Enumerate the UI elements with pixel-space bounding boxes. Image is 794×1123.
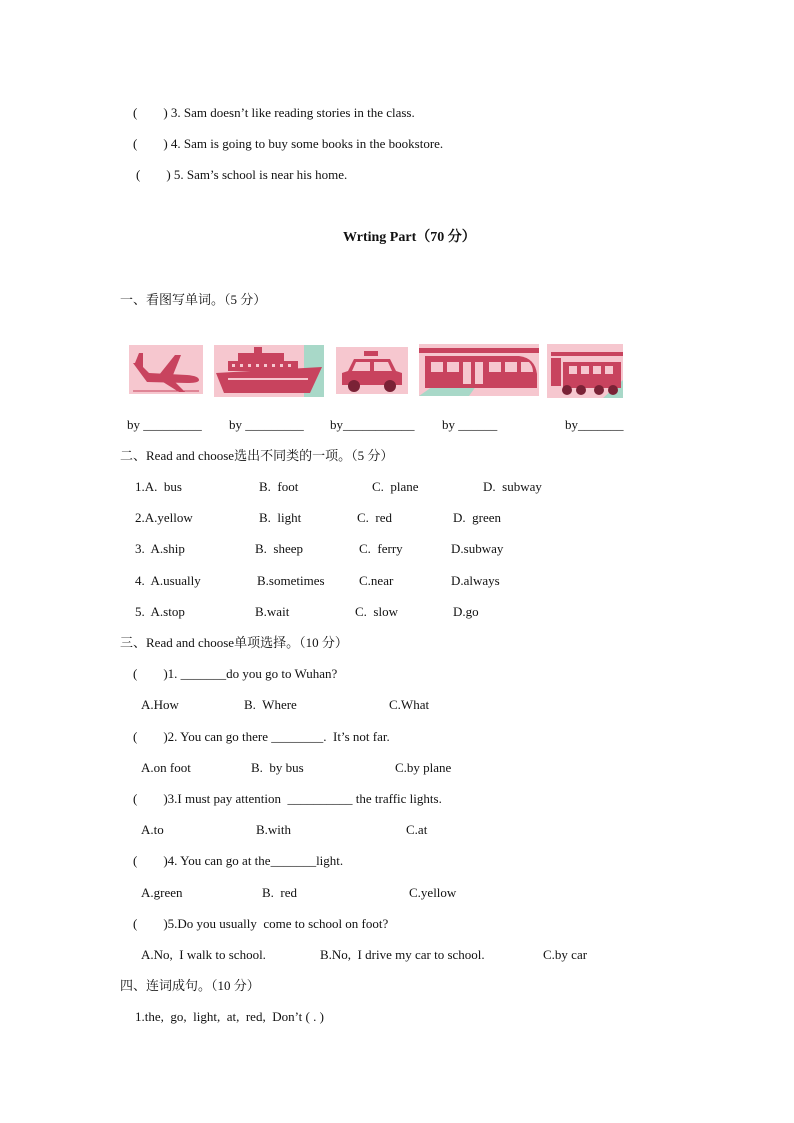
s3-q2-a: A.on foot (141, 760, 191, 775)
section3-heading: 三、Read and choose单项选择。（10 分） (120, 635, 348, 650)
s2-q2-b: B. light (259, 510, 302, 525)
train-icon (419, 344, 539, 396)
tf-question-4: ( ) 4. Sam is going to buy some books in the bookstore. (133, 136, 444, 151)
s3-q3-b: B.with (256, 822, 292, 837)
s2-q1-a: 1.A. bus (135, 479, 182, 494)
s2-q2-c: C. red (357, 510, 393, 525)
blank-1[interactable]: by _________ (127, 417, 202, 432)
s3-q2-b: B. by bus (251, 760, 304, 775)
s3-q4-a: A.green (141, 885, 183, 900)
s2-q2-d: D. green (453, 510, 502, 525)
train-picture (419, 344, 539, 396)
s2-q4-a: 4. A.usually (135, 573, 201, 588)
s2-q5-a: 5. A.stop (135, 604, 185, 619)
s2-q4-b: B.sometimes (257, 573, 325, 588)
locomotive-picture (547, 344, 623, 398)
s2-q5-d: D.go (453, 604, 479, 619)
s3-q3-c: C.at (406, 822, 428, 837)
s3-q5-a: A.No, I walk to school. (141, 947, 266, 962)
s3-question-3: ( )3.I must pay attention __________ the traffic lights. (133, 791, 442, 806)
blank-4[interactable]: by ______ (442, 417, 498, 432)
s3-question-1: ( )1. _______do you go to Wuhan? (133, 666, 338, 681)
s3-question-4: ( )4. You can go at the_______light. (133, 853, 344, 868)
s2-q1-b: B. foot (259, 479, 299, 494)
s3-q5-c: C.by car (543, 947, 588, 962)
s3-question-5: ( )5.Do you usually come to school on foot? (133, 916, 389, 931)
tf-question-5: ( ) 5. Sam’s school is near his home. (136, 167, 348, 182)
ship-icon (214, 345, 324, 397)
s2-q1-d: D. subway (483, 479, 542, 494)
s3-q1-b: B. Where (244, 697, 297, 712)
s3-q2-c: C.by plane (395, 760, 452, 775)
blank-5[interactable]: by_______ (565, 417, 624, 432)
s3-q4-c: C.yellow (409, 885, 457, 900)
ship-picture (214, 345, 324, 397)
blank-3[interactable]: by___________ (330, 417, 415, 432)
s2-q4-c: C.near (359, 573, 394, 588)
tf-question-3: ( ) 3. Sam doesn’t like reading stories in the class. (133, 105, 415, 120)
s2-q3-b: B. sheep (255, 541, 304, 556)
s2-q3-c: C. ferry (359, 541, 403, 556)
s2-q5-c: C. slow (355, 604, 398, 619)
blank-2[interactable]: by _________ (229, 417, 304, 432)
section2-heading: 二、Read and choose选出不同类的一项。（5 分） (120, 448, 394, 463)
airplane-picture (129, 345, 203, 394)
s2-q5-b: B.wait (255, 604, 290, 619)
s3-q1-c: C.What (389, 697, 430, 712)
s2-q4-d: D.always (451, 573, 500, 588)
s2-q3-d: D.subway (451, 541, 504, 556)
s3-q1-a: A.How (141, 697, 179, 712)
locomotive-icon (547, 344, 623, 398)
writing-part-title: Wrting Part（70 分） (343, 230, 476, 245)
taxi-icon (336, 347, 408, 394)
s4-item-1: 1.the, go, light, at, red, Don’t ( . ) (135, 1009, 324, 1024)
s3-q3-a: A.to (141, 822, 164, 837)
s3-question-2: ( )2. You can go there ________. It’s not far. (133, 729, 390, 744)
s2-q2-a: 2.A.yellow (135, 510, 193, 525)
section1-heading: 一、看图写单词。（5 分） (120, 292, 267, 307)
s3-q4-b: B. red (262, 885, 298, 900)
taxi-picture (336, 347, 408, 394)
s2-q3-a: 3. A.ship (135, 541, 185, 556)
s3-q5-b: B.No, I drive my car to school. (320, 947, 485, 962)
airplane-icon (129, 345, 203, 394)
section4-heading: 四、连词成句。（10 分） (120, 978, 260, 993)
s2-q1-c: C. plane (372, 479, 419, 494)
